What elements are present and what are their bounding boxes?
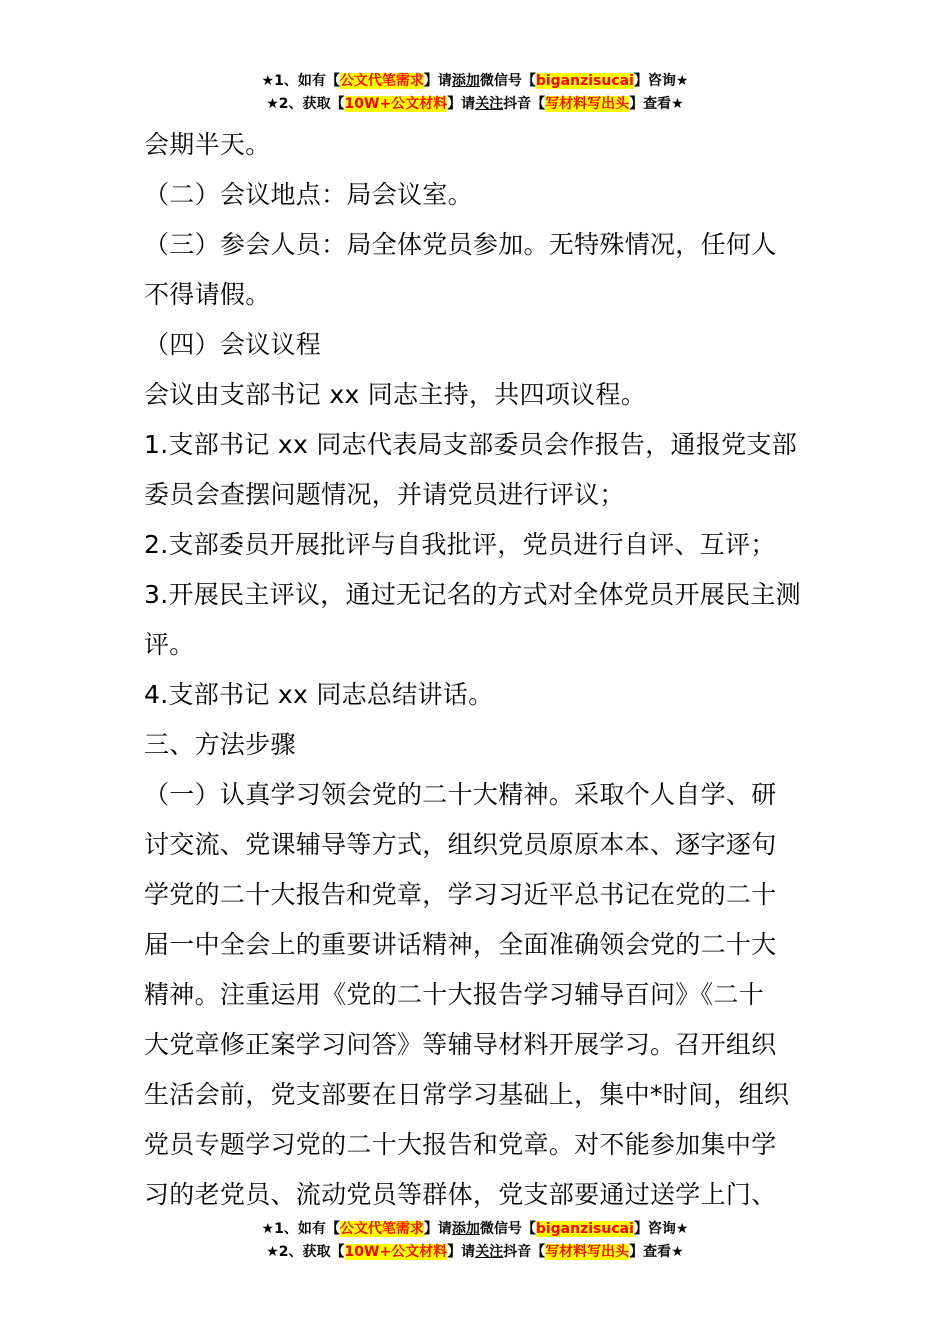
banner-text: 】请: [423, 1221, 452, 1237]
body-line: 学党的二十大报告和党章，学习习近平总书记在党的二十: [144, 880, 777, 909]
banner-line-2: [0, 1241, 950, 1264]
body-line: 委员会查摆问题情况，并请党员进行评议；: [144, 480, 625, 509]
body-line: 讨交流、党课辅导等方式，组织党员原原本本、逐字逐句: [144, 830, 777, 859]
body-line: 2.支部委员开展批评与自我批评，党员进行自评、互评；: [144, 530, 776, 559]
body-line: 会议由支部书记 xx 同志主持，共四项议程。: [144, 380, 647, 409]
banner-line-2: [0, 93, 950, 116]
banner-text: ★1、如有【: [261, 73, 340, 89]
body-line: 大党章修正案学习问答》等辅导材料开展学习。召开组织: [144, 1030, 777, 1059]
body-line: （三）参会人员：局全体党员参加。无特殊情况，任何人: [144, 230, 777, 259]
banner-text: 】查看★: [629, 96, 684, 112]
body-line: 精神。注重运用《党的二十大报告学习辅导百问》《二十: [144, 980, 765, 1009]
banner-text: 】请: [447, 96, 476, 112]
body-line: 党员专题学习党的二十大报告和党章。对不能参加集中学: [144, 1130, 777, 1159]
body-line: 3.开展民主评议，通过无记名的方式对全体党员开展民主测: [144, 580, 801, 609]
banner-emphasis: 添加: [451, 1221, 480, 1237]
document-body: [144, 120, 808, 1220]
banner-text: 微信号【: [479, 73, 536, 89]
body-line: （一）认真学习领会党的二十大精神。采取个人自学、研: [144, 780, 777, 809]
header-banner: [0, 70, 950, 116]
banner-text: 抖音【: [503, 96, 546, 112]
body-line: 4.支部书记 xx 同志总结讲话。: [144, 680, 494, 709]
banner-text: 微信号【: [479, 1221, 536, 1237]
banner-text: 】请: [447, 1244, 476, 1260]
body-line: （二）会议地点：局会议室。: [144, 180, 473, 209]
section-heading: 三、方法步骤: [144, 730, 296, 759]
body-line: 届一中全会上的重要讲话精神，全面准确领会党的二十大: [144, 930, 777, 959]
banner-highlight: 写材料写出头: [545, 1244, 630, 1260]
body-line: 生活会前，党支部要在日常学习基础上，集中*时间，组织: [144, 1080, 790, 1109]
body-line: 评。: [144, 630, 195, 659]
banner-text: 】查看★: [629, 1244, 684, 1260]
body-line: 习的老党员、流动党员等群体，党支部要通过送学上门、: [144, 1180, 777, 1209]
banner-text: 】请: [423, 73, 452, 89]
banner-text: ★2、获取【: [266, 1244, 345, 1260]
banner-highlight: 写材料写出头: [545, 96, 630, 112]
footer-banner: [0, 1218, 950, 1264]
banner-highlight: biganzisucai: [535, 73, 634, 89]
banner-highlight: 公文代笔需求: [339, 1221, 424, 1237]
banner-highlight: biganzisucai: [535, 1221, 634, 1237]
banner-text: ★1、如有【: [261, 1221, 340, 1237]
banner-emphasis: 关注: [475, 96, 504, 112]
body-line: 1.支部书记 xx 同志代表局支部委员会作报告，通报党支部: [144, 430, 798, 459]
banner-emphasis: 关注: [475, 1244, 504, 1260]
banner-highlight: 公文代笔需求: [339, 73, 424, 89]
banner-highlight: 10W+公文材料: [344, 1244, 448, 1260]
body-line: 会期半天。: [144, 130, 271, 159]
banner-line-1: [0, 1218, 950, 1241]
banner-highlight: 10W+公文材料: [344, 96, 448, 112]
banner-text: 】咨询★: [633, 73, 689, 89]
body-line: 不得请假。: [144, 280, 271, 309]
banner-text: 】咨询★: [633, 1221, 689, 1237]
body-line: （四）会议议程: [144, 330, 322, 359]
banner-emphasis: 添加: [451, 73, 480, 89]
banner-text: ★2、获取【: [266, 96, 345, 112]
banner-line-1: [0, 70, 950, 93]
banner-text: 抖音【: [503, 1244, 546, 1260]
